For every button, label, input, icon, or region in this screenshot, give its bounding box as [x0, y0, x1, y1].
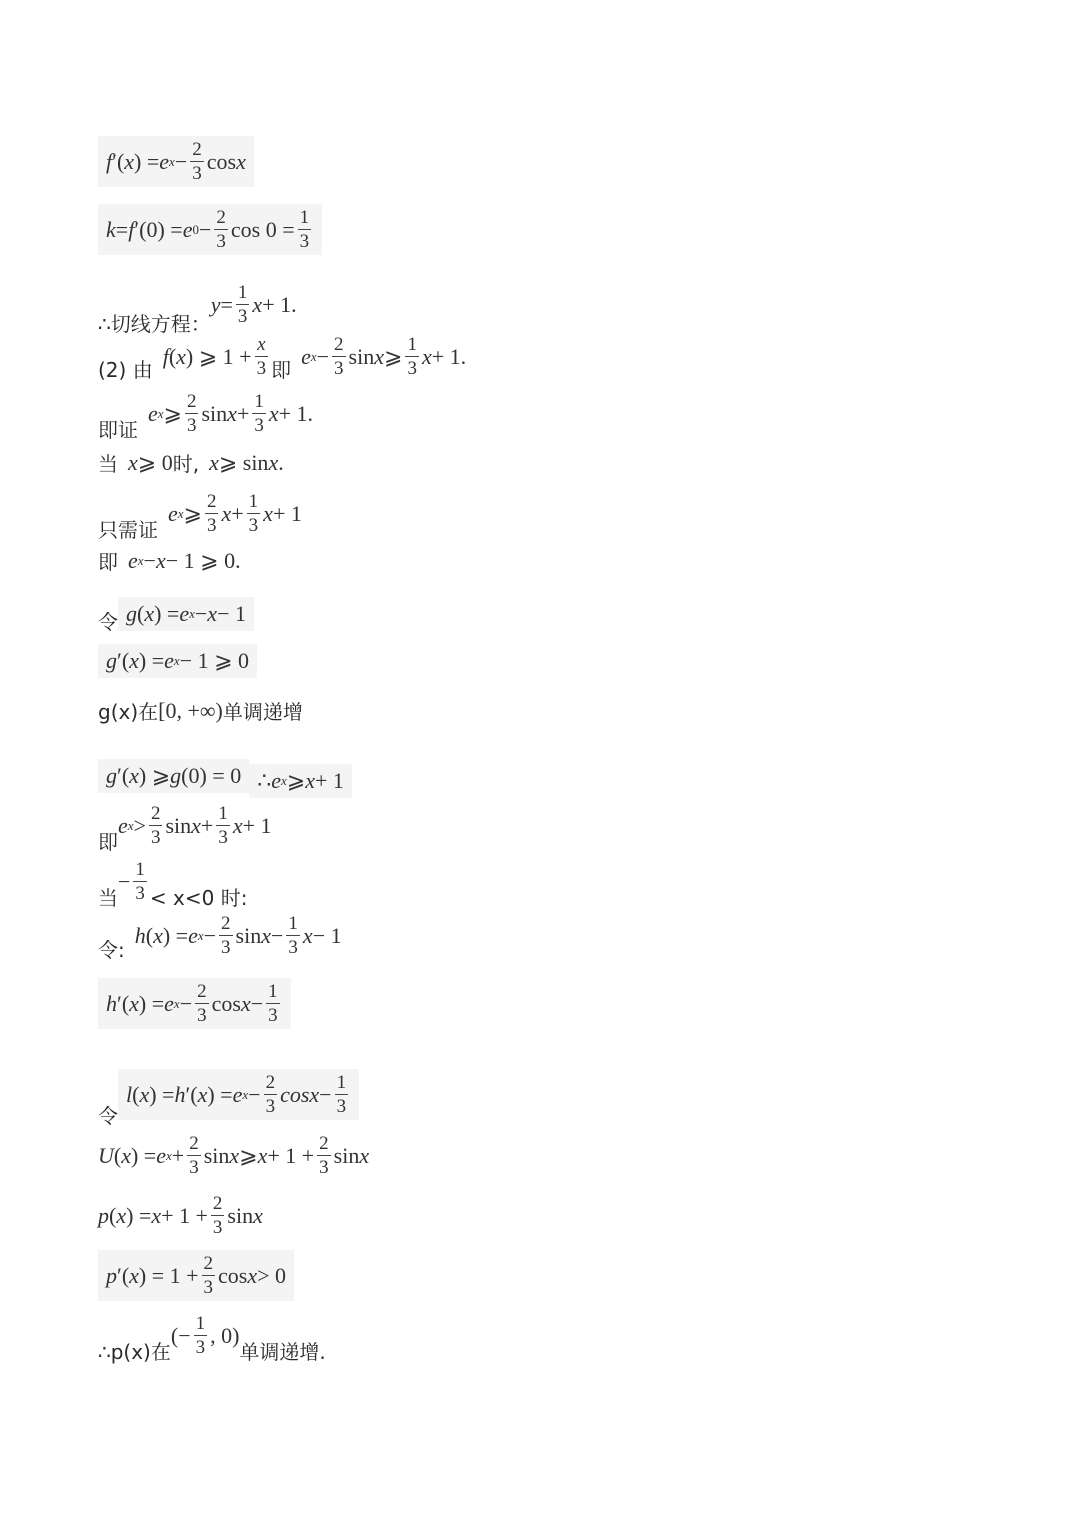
- part-2-label: (2) 由: [98, 358, 153, 382]
- to-prove: 即证 e x ⩾ $\frac{2}{3}$ sin x + $\frac{1}{3}$ x + 1.: [98, 391, 314, 442]
- case-neg-suffix: < x<0 时:: [149, 886, 248, 910]
- define-g-label: 令: [98, 610, 118, 634]
- p-monotonic-suffix: 单调递增.: [239, 1340, 326, 1364]
- g-monotonic: g(x)在 [0, +∞) 单调递增: [98, 697, 303, 724]
- case-x-nonneg: 当 x ⩾ 0 时, x ⩾ sin x .: [98, 449, 284, 476]
- define-U: U ( x ) = e x + $\frac{2}{3}$ sin x ⩾ x + 1 + $\frac{2}{3}$ sin x: [98, 1133, 370, 1178]
- equivalent-label: 即: [98, 550, 118, 574]
- formula-f-prime: f ′( x ) = e x − $\frac{2}{3}$ cos x: [98, 136, 254, 187]
- h-derivative: h ′( x ) = e x − $\frac{2}{3}$ cos x − $\frac{1}{3}$: [98, 978, 291, 1029]
- define-p: p ( x ) = x + 1 + $\frac{2}{3}$ sin x: [98, 1193, 263, 1238]
- define-l: 令 l ( x ) = h ′( x ) = e x − $\frac{2}{3}$ cosx − $\frac{1}{3}$: [98, 1060, 359, 1129]
- case-neg-label: 当: [98, 886, 118, 910]
- p-monotonic-prefix: ∴p(x)在: [98, 1340, 171, 1364]
- p-monotonic: ∴p(x)在 (− $\frac{1}{3}$ , 0) 单调递增.: [98, 1313, 326, 1364]
- to-prove-label: 即证: [98, 418, 138, 442]
- equivalent-inequality: 即 e x − x − 1 ⩾ 0.: [98, 547, 241, 574]
- define-l-label: 令: [98, 1104, 118, 1128]
- define-h: 令: h ( x ) = e x − $\frac{2}{3}$ sin x − $\frac{1}{3}$ x − 1: [98, 913, 342, 962]
- define-h-label: 令:: [98, 938, 125, 962]
- only-need-label: 只需证: [98, 518, 158, 542]
- case-x-negative: 当 − $\frac{1}{3}$ < x<0 时:: [98, 859, 248, 910]
- strict-inequality: 即 e x > $\frac{2}{3}$ sin x + $\frac{1}{3}$ x + 1: [98, 803, 272, 854]
- g-derivative: g ′( x ) = e x − 1 ⩾ 0: [98, 644, 257, 678]
- g-conclusion: g ′( x ) ⩾ g (0) = 0 ∴ e x ⩾ x + 1: [98, 754, 352, 798]
- tangent-label: ∴切线方程：: [98, 312, 211, 336]
- only-need-prove: 只需证 e x ⩾ $\frac{2}{3}$ x + $\frac{1}{3}$ x + 1: [98, 491, 302, 542]
- g-monotonic-prefix: g(x)在: [98, 700, 159, 724]
- define-g: 令 g ( x ) = e x − x − 1: [98, 592, 254, 635]
- tangent-line-equation: ∴切线方程： y = $\frac{1}{3}$ x + 1.: [98, 282, 297, 336]
- g-monotonic-suffix: 单调递增: [222, 700, 303, 724]
- strict-label: 即: [98, 830, 118, 854]
- case-label: 当: [98, 452, 118, 476]
- part-2-statement: (2) 由 f ( x ) ⩾ 1 + $\frac{x}{3}$ 即 e x − $\frac{2}{3}$ sin x ⩾ $\frac{1}{3}$ x + 1.: [98, 334, 467, 382]
- formula-slope-k: k = f ′(0) = e 0 − $\frac{2}{3}$ cos 0 = $\frac{1}{3}$: [98, 204, 322, 255]
- case-mid: 时,: [172, 452, 200, 476]
- p-derivative: p ′( x ) = 1 + $\frac{2}{3}$ cos x > 0: [98, 1250, 294, 1301]
- part-2-mid: 即: [271, 358, 292, 382]
